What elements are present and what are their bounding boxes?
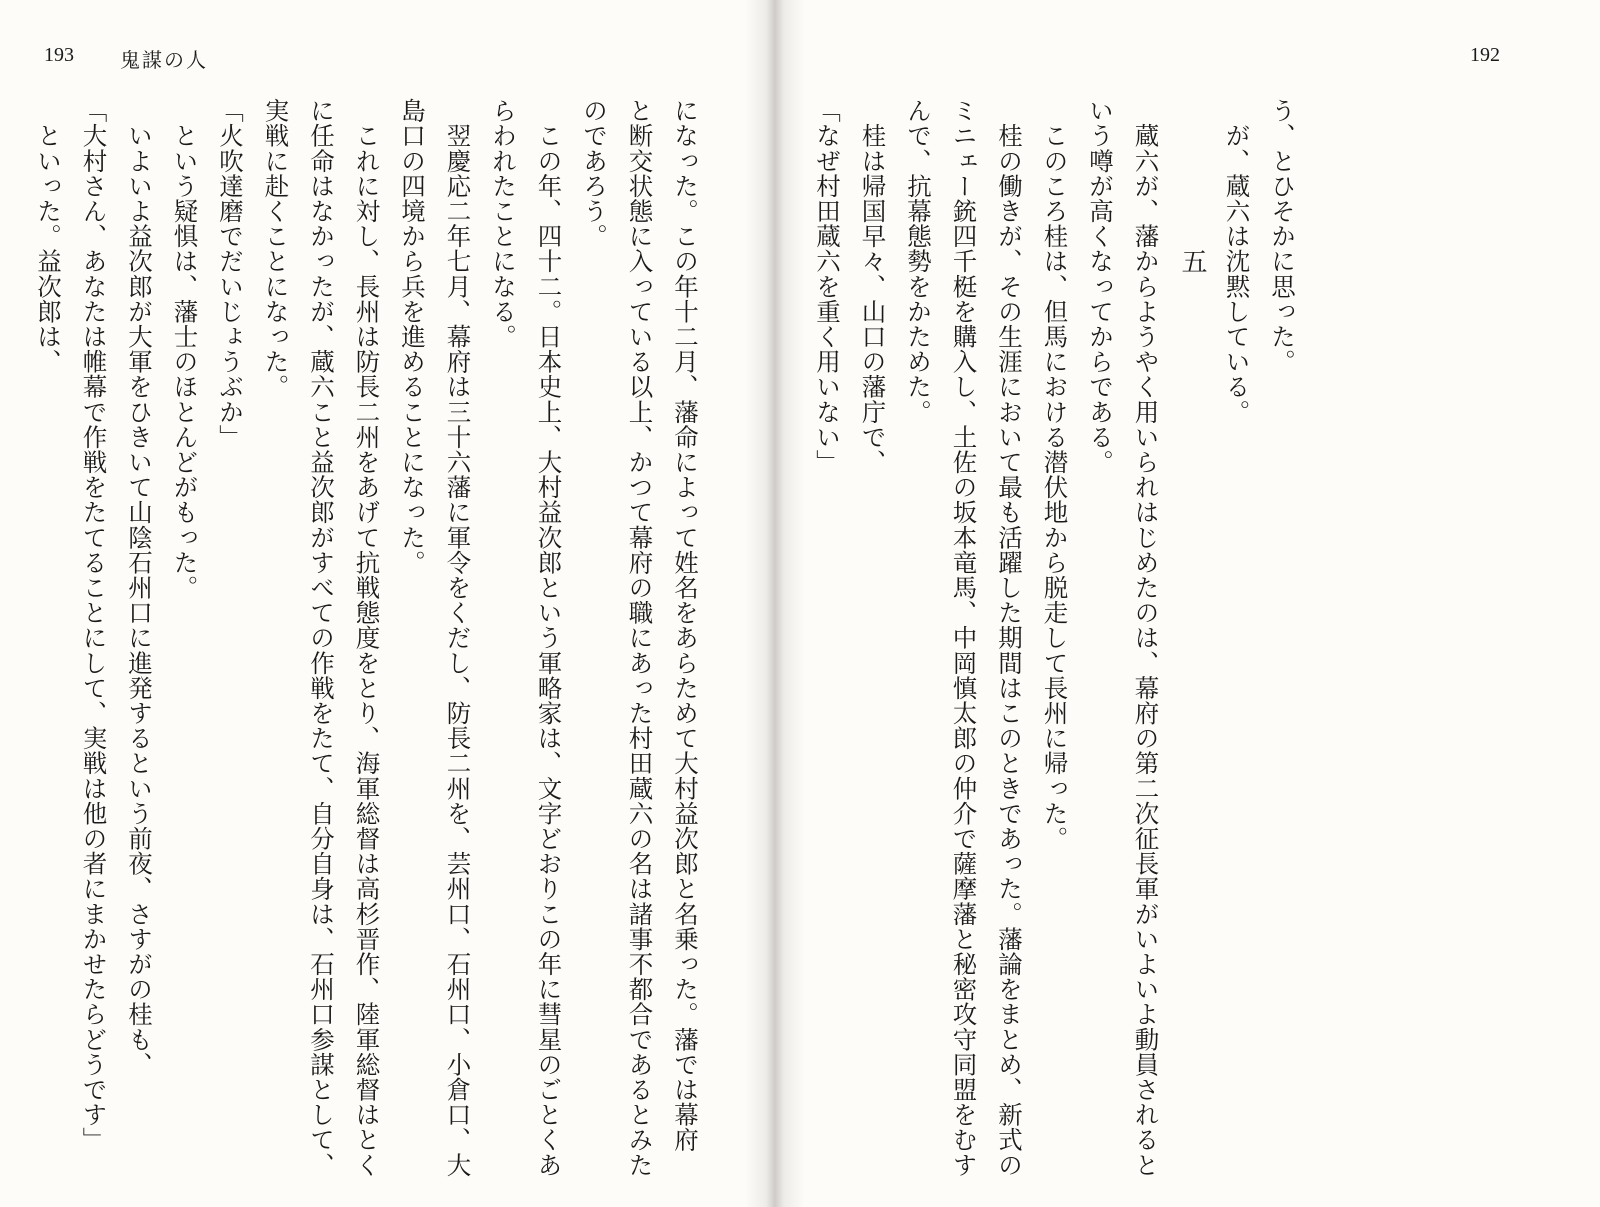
text-column: んで、抗幕態勢をかためた。 (904, 98, 933, 425)
text-column: 翌慶応二年七月、幕府は三十六藩に軍令をくだし、防長二州を、芸州口、石州口、小倉口、大 (443, 98, 473, 1178)
text-column: に任命はなかったが、蔵六こと益次郎がすべての作戦をたて、自分自身は、石州口参謀として、 (307, 98, 336, 1178)
page-number-right: 192 (1470, 44, 1500, 66)
text-column: 桂は帰国早々、山口の藩庁で、 (858, 98, 888, 475)
text-column: これに対し、長州は防長二州をあげて抗戦態度をとり、海軍総督は高杉晋作、陸軍総督はとく (352, 98, 382, 1178)
text-column: になった。この年十二月、藩命によって姓名をあらためて大村益次郎と名乗った。藩では幕府 (671, 98, 700, 1153)
text-column: といった。益次郎は、 (34, 98, 63, 375)
text-column: この年、四十二。日本史上、大村益次郎という軍略家は、文字どおりこの年に彗星のごとくあ (534, 98, 564, 1178)
text-column: いう噂が高くなってからである。 (1086, 98, 1115, 475)
text-column: このころ桂は、但馬における潜伏地から脱走して長州に帰った。 (1040, 98, 1070, 851)
page-number-left: 193 (44, 44, 74, 66)
text-column: と断交状態に入っている以上、かつて幕府の職にあった村田蔵六の名は諸事不都合であるとみた (625, 98, 655, 1178)
text-column: 島口の四境から兵を進めることになった。 (398, 98, 427, 575)
text-column: う、とひそかに思った。 (1268, 98, 1297, 375)
running-title: 鬼謀の人 (120, 48, 208, 72)
text-column: 「火吹達磨でだいじょうぶか」 (216, 98, 245, 450)
text-column: が、蔵六は沈黙している。 (1222, 98, 1252, 425)
text-column: 桂の働きが、その生涯において最も活躍した期間はこのときであった。藩論をまとめ、新式の (995, 98, 1024, 1178)
text-column: ミニェー銃四千梃を購入し、土佐の坂本竜馬、中岡慎太郎の仲介で薩摩藩と秘密攻守同盟をむす (949, 98, 979, 1178)
right-page (780, 0, 1600, 1207)
text-column: 「大村さん、あなたは帷幕で作戦をたてることにして、実戦は他の者にまかせたらどうです」 (79, 98, 109, 1153)
left-page-text (28, 98, 708, 1178)
text-column: らわれたことになる。 (489, 98, 518, 349)
text-column: 蔵六が、藩からようやく用いられはじめたのは、幕府の第二次征長軍がいよいよ動員されると (1131, 98, 1161, 1178)
text-column: いよいよ益次郎が大軍をひきいて山陰石州口に進発するという前夜、さすがの桂も、 (125, 98, 154, 1077)
left-page (0, 0, 770, 1207)
section-heading: 五 (1177, 248, 1207, 275)
text-column: 実戦に赴くことになった。 (261, 98, 291, 400)
right-page-text (805, 98, 1305, 1178)
text-column: 「なぜ村田蔵六を重く用いない」 (813, 98, 842, 475)
text-column: という疑惧は、藩士のほとんどがもった。 (170, 98, 200, 600)
text-column: のであろう。 (580, 98, 609, 249)
